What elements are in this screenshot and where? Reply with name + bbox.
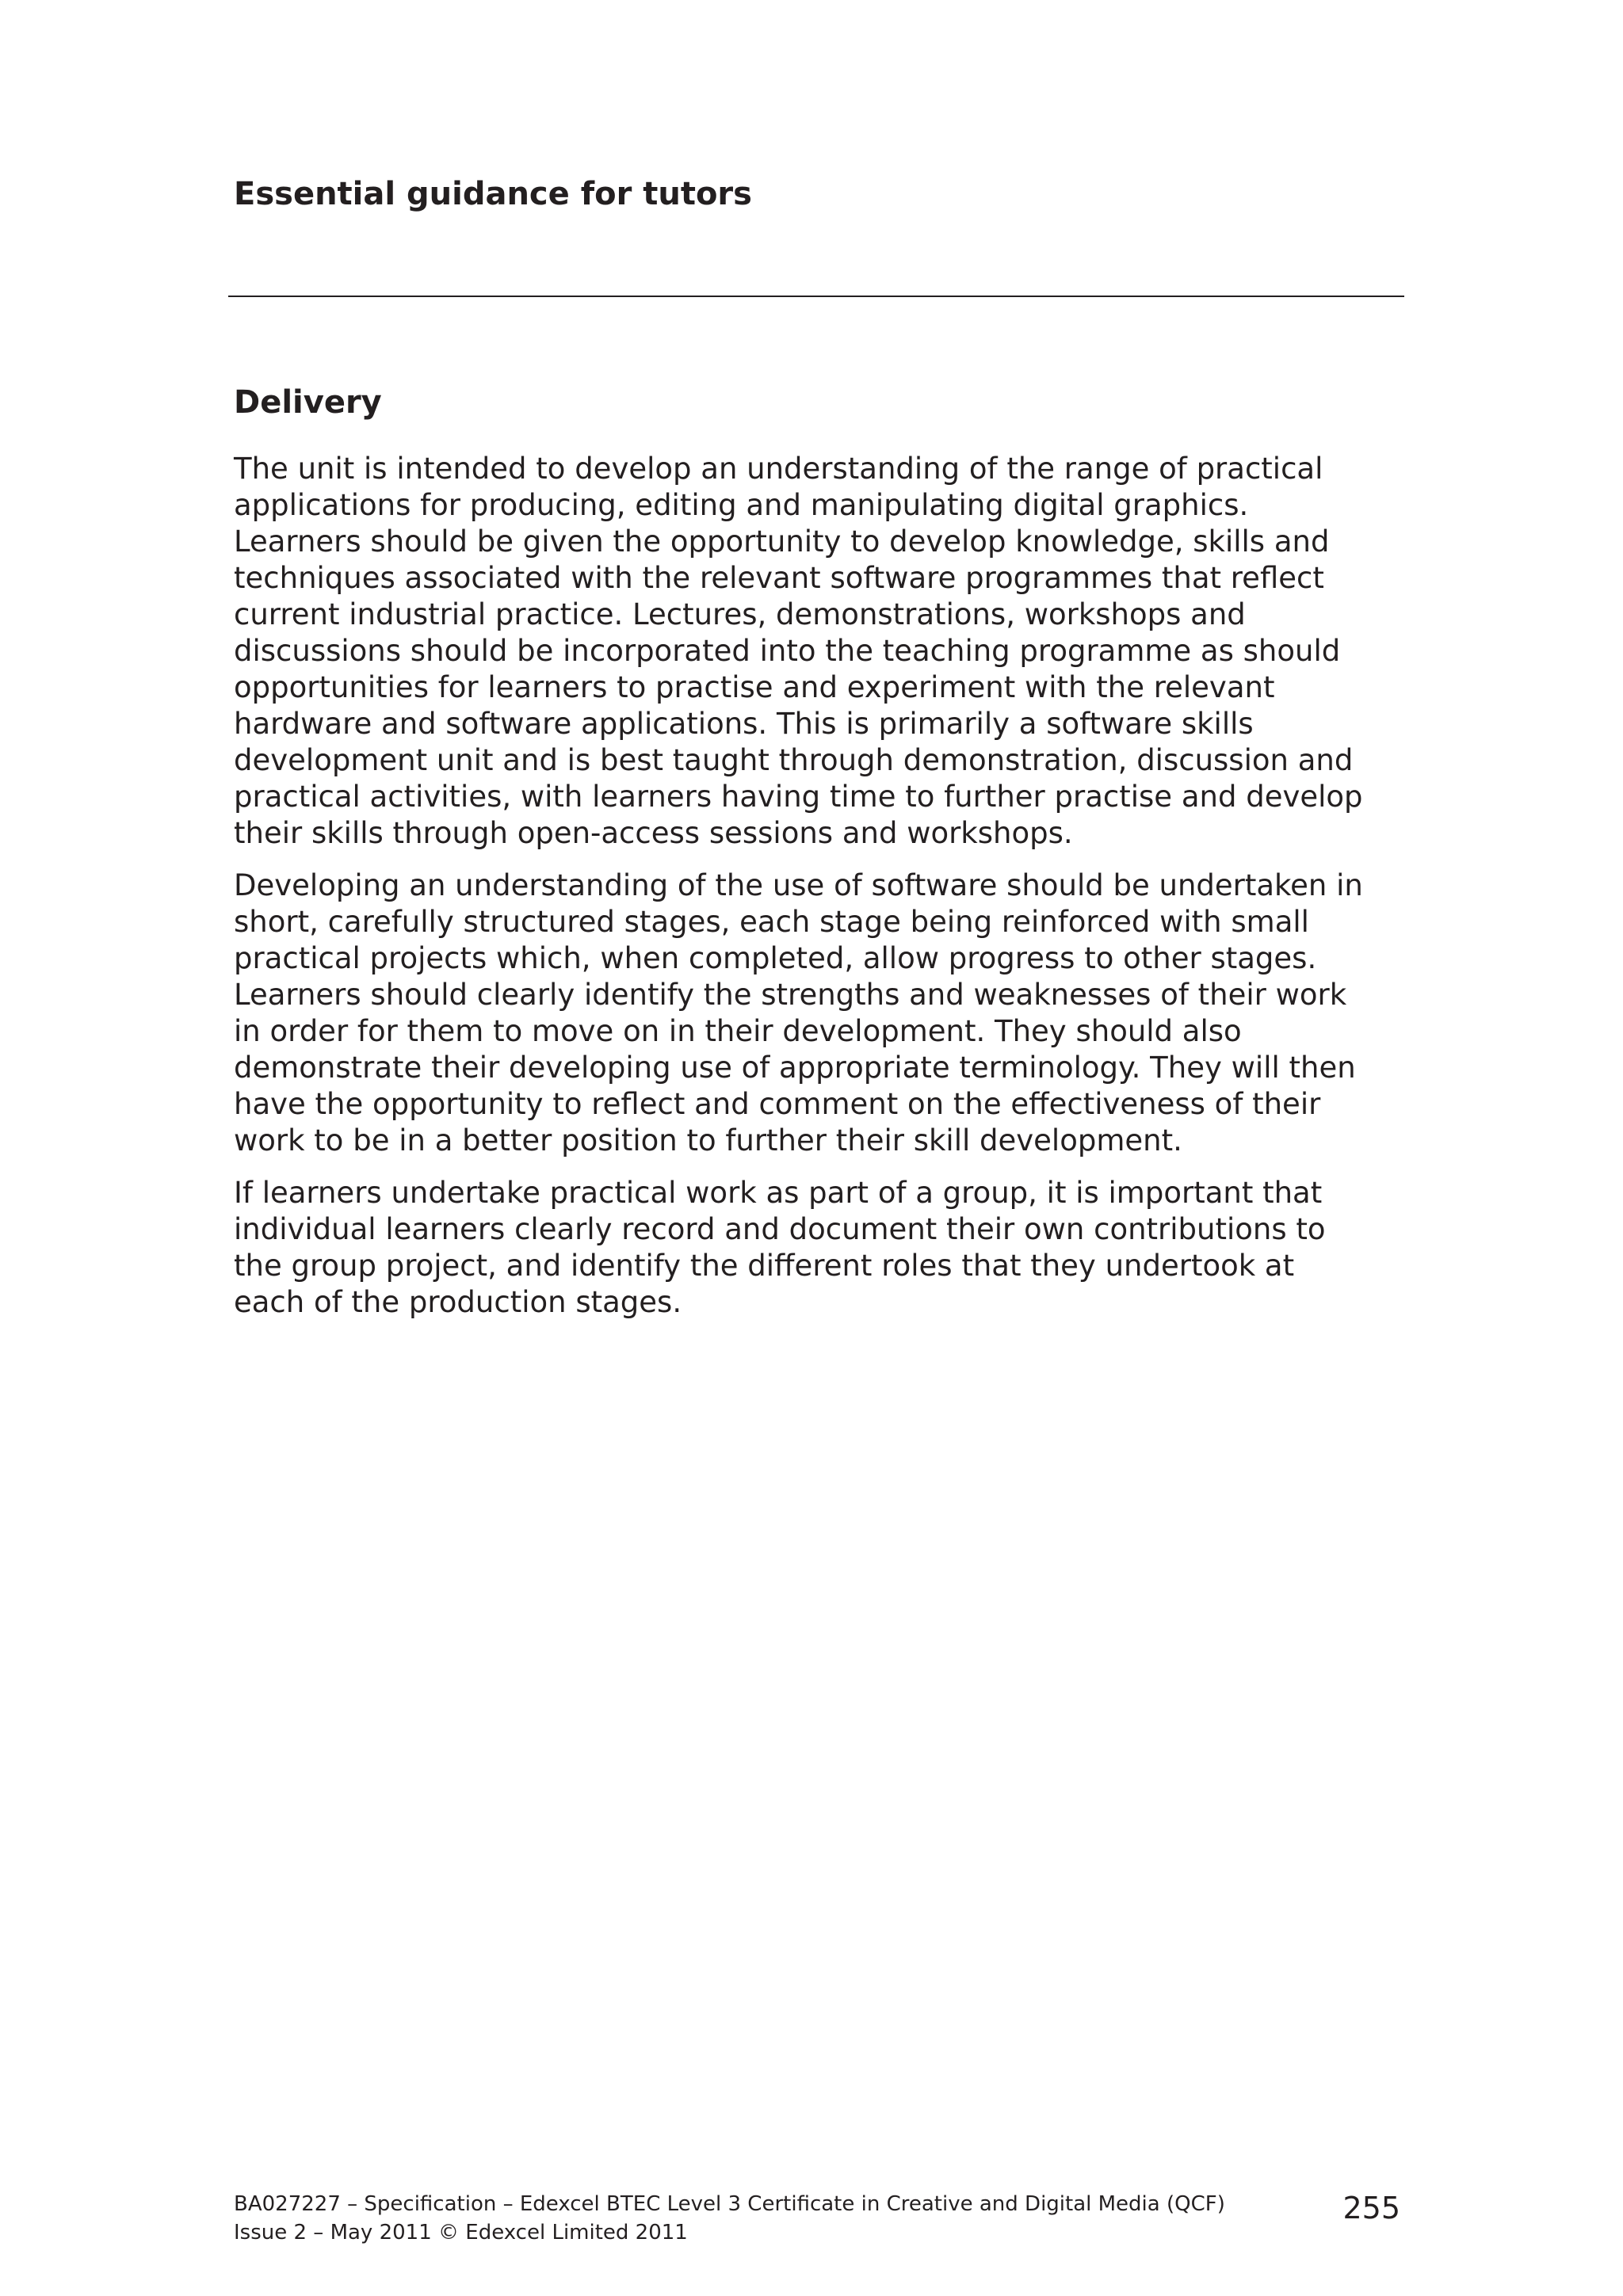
section-heading-delivery: Delivery bbox=[234, 384, 382, 421]
header-divider bbox=[228, 296, 1404, 297]
page-number: 255 bbox=[1342, 2191, 1400, 2225]
delivery-paragraph-1: The unit is intended to develop an understanding of the range of practical applications for producing, editing and manipulating digital graphics. Learners should be given the opportunity to develop knowledge, skills and techniques associated with the relevant software programmes that reflect current industrial practice. Lectures, demonstrations, workshops and discussions should be incorporated into the teaching programme as should opportunities for learners to practise and experiment with the relevant hardware and software applications. This is primarily a software skills development unit and is best taught through demonstration, discussion and practical activities, with learners having time to further practise and develop their skills through open-access sessions and workshops. bbox=[234, 452, 1363, 850]
delivery-body bbox=[234, 451, 1407, 1337]
footer-text bbox=[234, 2190, 1225, 2247]
page-footer bbox=[234, 2190, 1407, 2253]
delivery-paragraph-2: Developing an understanding of the use of software should be undertaken in short, carefully structured stages, each stage being reinforced with small practical projects which, when completed, allow progress to other stages. Learners should clearly identify the strengths and weaknesses of their work in order for them to move on in their development. They should also demonstrate their developing use of appropriate terminology. They will then have the opportunity to reflect and comment on the effectiveness of their work to be in a better position to further their skill development. bbox=[234, 868, 1363, 1158]
page-title: Essential guidance for tutors bbox=[234, 176, 752, 212]
footer-specification-line: BA027227 – Specification – Edexcel BTEC Level 3 Certificate in Creative and Digital Media (QCF) bbox=[234, 2192, 1225, 2216]
delivery-paragraph-3: If learners undertake practical work as part of a group, it is important that individual learners clearly record and document their own contributions to the group project, and identify the different roles that they undertook at each of the production stages. bbox=[234, 1176, 1326, 1319]
footer-issue-line: Issue 2 – May 2011 © Edexcel Limited 2011 bbox=[234, 2221, 688, 2245]
